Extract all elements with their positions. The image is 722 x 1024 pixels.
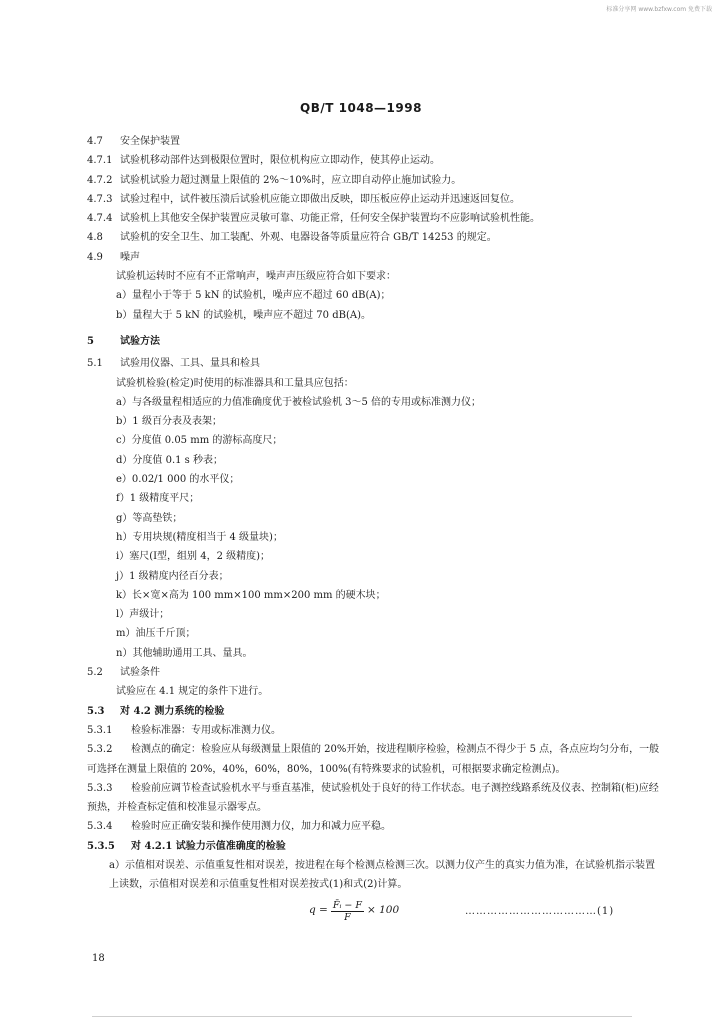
clause-number: 5.3.1 (87, 724, 113, 736)
formula-rhs: × 100 (366, 904, 400, 917)
clause-number: 4.7.1 (87, 155, 113, 167)
list-item: d）分度值 0.1 s 秒表； (116, 454, 223, 466)
leader-dots: ……………………………… (465, 905, 597, 917)
clause-text: 检验标准器：专用或标准测力仪。 (131, 724, 281, 736)
formula-numerator: F̄ᵢ − F (332, 899, 362, 911)
clause-5-3-2 (87, 740, 662, 779)
list-item: n）其他辅助通用工具、量具。 (116, 647, 253, 659)
standard-number-header: QB/T 1048—1998 (300, 101, 422, 115)
clause-5-3-5-para: a）示值相对误差、示值重复性相对误差，按进程在每个检测点检测三次。以测力仪产生的真实力值为准，在试验机指示装置上读数，示值相对误差和示值重复性相对误差按式(1)和式(2)计算。 (109, 859, 655, 891)
clause-text: 检验时应正确安装和操作使用测力仪，加力和减力应平稳。 (131, 821, 391, 833)
section-title: 试验条件 (120, 667, 160, 679)
formula-lhs: q = (309, 904, 328, 917)
clause-4-7-4 (87, 209, 662, 228)
page-number: 18 (92, 953, 105, 964)
clause-text: 试验过程中，试件被压溃后试验机应能立即做出反映，即压板应停止运动并迅速返回复位。 (120, 193, 520, 205)
clause-5-3-1 (87, 721, 662, 740)
chapter-number: 5 (87, 335, 94, 347)
list-item: j）1 级精度内径百分表； (116, 570, 229, 582)
section-5-3-heading (87, 702, 662, 721)
section-number: 5.1 (87, 358, 103, 370)
clause-text: 检验前应调节检查试验机水平与垂直基准，使试验机处于良好的待工作状态。电子测控线路系统及仪表、控制箱(柜)应经预热，并检查标定值和校准显示器零点。 (87, 782, 659, 814)
instruments-intro: 试验机检验(检定)时使用的标准器具和工量具应包括： (116, 377, 354, 389)
section-4-7-heading (87, 132, 662, 151)
list-item: k）长×宽×高为 100 mm×100 mm×200 mm 的硬木块； (116, 589, 386, 601)
clause-number: 5.3.4 (87, 821, 113, 833)
list-item: f）1 级精度平尺； (116, 493, 200, 505)
list-item: h）专用块规(精度相当于 4 级量块)； (116, 531, 283, 543)
bottom-divider (92, 1016, 632, 1017)
list-item: i）塞尺(Ⅰ型，组别 4，2 级精度)； (116, 551, 271, 563)
section-number: 4.7 (87, 136, 103, 147)
section-number: 4.9 (87, 251, 103, 263)
watermark: 标准分享网 www.bzfxw.com 免费下载 (606, 6, 712, 13)
clause-4-8 (87, 228, 662, 247)
clause-text: 检测点的确定：检验应从每级测量上限值的 20%开始，按进程顺序检验，检测点不得少于 5 点，各点应均匀分布，一般可选择在测量上限值的 20%，40%，60%，80%，100%(有特殊要求的试验机，可根据要求确定检测点)。 (87, 744, 660, 775)
clause-number: 5.3.2 (87, 744, 113, 756)
formula-leader (465, 902, 614, 921)
list-item: e）0.02/1 000 的水平仪； (116, 474, 240, 486)
clause-text: 试验机试验力超过测量上限值的 2%～10%时，应立即自动停止施加试验力。 (120, 174, 462, 186)
clause-number: 4.7.2 (87, 174, 113, 186)
clause-5-3-3 (87, 779, 662, 818)
clause-text: 试验机的安全卫生、加工装配、外观、电器设备等质量应符合 GB/T 14253 的规定。 (120, 232, 497, 244)
formula-denominator: F (344, 911, 351, 923)
clause-title: 对 4.2.1 试验力示值准确度的检验 (131, 840, 286, 852)
document-body (87, 132, 662, 923)
clause-number: 5.3.3 (87, 782, 113, 794)
list-item: a）与各级量程相适应的力值准确度优于被检试验机 3～5 倍的专用或标准测力仪； (116, 396, 482, 408)
list-item: g）等高垫铁； (116, 512, 183, 524)
section-title: 安全保护装置 (120, 136, 180, 147)
formula-fraction (331, 900, 364, 923)
clause-4-7-1 (87, 151, 662, 170)
clause-text: 试验机上其他安全保护装置应灵敏可靠、功能正常，任何安全保护装置均不应影响试验机性能。 (120, 213, 540, 225)
clause-4-7-2 (87, 171, 662, 190)
clause-5-3-4 (87, 817, 662, 836)
clause-number: 4.7.3 (87, 193, 113, 205)
clause-number: 5.3.5 (87, 840, 115, 852)
formula-1 (87, 897, 662, 923)
section-number: 5.2 (87, 667, 103, 679)
clause-number: 4.8 (87, 232, 103, 244)
list-item: a）量程小于等于 5 kN 的试验机，噪声应不超过 60 dB(A)； (116, 290, 391, 302)
clause-5-3-5-heading (87, 837, 662, 856)
test-conditions-text: 试验应在 4.1 规定的条件下进行。 (116, 686, 269, 698)
section-4-9-heading (87, 248, 662, 267)
list-item: b）1 级百分表及表架； (116, 416, 222, 428)
list-item: b）量程大于 5 kN 的试验机，噪声应不超过 70 dB(A)。 (116, 309, 371, 321)
section-title: 试验用仪器、工具、量具和检具 (120, 358, 260, 370)
clause-number: 4.7.4 (87, 213, 113, 225)
section-title: 噪声 (120, 251, 140, 263)
chapter-title: 试验方法 (120, 335, 160, 347)
section-title: 对 4.2 测力系统的检验 (120, 705, 225, 717)
section-5-1-heading (87, 354, 662, 373)
noise-intro: 试验机运转时不应有不正常响声，噪声声压级应符合如下要求： (116, 271, 396, 283)
list-item: c）分度值 0.05 mm 的游标高度尺； (116, 435, 283, 447)
list-item: m）油压千斤顶； (116, 628, 196, 640)
list-item: l）声级计； (116, 609, 170, 621)
chapter-5-heading (87, 332, 662, 351)
section-5-2-heading (87, 663, 662, 682)
formula-expression (309, 900, 399, 923)
formula-label: (1) (597, 905, 615, 917)
clause-text: 试验机移动部件达到极限位置时，限位机构应立即动作，使其停止运动。 (120, 155, 440, 167)
clause-4-7-3 (87, 190, 662, 209)
section-number: 5.3 (87, 705, 105, 717)
